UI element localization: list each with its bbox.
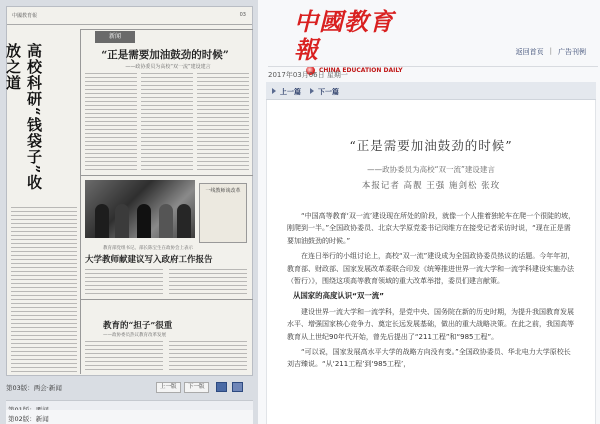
nav-separator: | [549, 47, 552, 55]
article-body [287, 210, 577, 374]
text-column [141, 73, 193, 173]
article-toolbar [266, 82, 596, 100]
text-column [85, 341, 163, 373]
brand-title: 中國教育報 [294, 7, 394, 64]
paper-headline-main[interactable]: “正是需要加油鼓劲的时候” [101, 49, 229, 61]
next-page-button[interactable]: 下一版 [184, 382, 209, 393]
paper-vertical-headline[interactable]: 高校科研“钱袋子”收放之道 [4, 43, 43, 191]
date-bar [268, 66, 598, 80]
row-divider [81, 175, 253, 176]
column-divider [80, 29, 81, 374]
arrow-right-icon [272, 88, 276, 94]
newspaper-page-image[interactable] [6, 6, 253, 376]
article-paragraph: 在连日举行的小组讨论上，高校“双一流”建设成为全国政协委员热议的话题。今年年初，教育部、财政部、国家发展改革委联合印发《统筹推进世界一流大学和一流学科建设实施办法（暂行）》，围绕这项高等教育领域的重大改革举措，委员们建言献策。 [287, 252, 575, 286]
headline-2-kicker: 教育部党组书记、部长陈宝生在政协会上表示 [103, 246, 193, 251]
arrow-right-icon [310, 88, 314, 94]
prev-article-link[interactable]: 上一篇 [280, 88, 301, 96]
article-content [266, 100, 596, 424]
text-column [197, 73, 249, 173]
home-link[interactable]: 返回首页 [515, 48, 544, 56]
paper-headline-2[interactable]: 大学教师献建议写入政府工作报告 [85, 255, 213, 265]
text-column [169, 269, 247, 297]
section-tag: 新闻 [95, 31, 135, 43]
text-column [169, 341, 247, 373]
zoom-icon[interactable] [232, 382, 243, 392]
masthead-left: 中國教育報 [12, 13, 38, 19]
text-column [11, 207, 77, 372]
masthead-right: 03 [239, 12, 246, 18]
prev-page-button[interactable]: 上一版 [156, 382, 181, 393]
article-byline: 本报记者 高靓 王强 施剑松 张玫 [361, 181, 501, 191]
headline-3-sub: ——政协委员热议教育改革发展 [103, 333, 166, 338]
article-subtitle: ——政协委员为高校“双一流”建设建言 [367, 165, 495, 174]
article-title: “正是需要加油鼓劲的时候” [349, 138, 513, 153]
pdf-icon[interactable] [216, 382, 227, 392]
page-navigation [6, 380, 253, 394]
article-panel [258, 0, 600, 424]
page-list-item[interactable] [6, 410, 253, 424]
article-paragraph: 建设世界一流大学和一流学科，是党中央、国务院在新的历史时期，为提升我国教育发展水平、增强国家核心竞争力、奠定长远发展基础，做出的重大战略决策。在此之前，我国高等教育从上世纪90年代开始，曾先后提出了“211工程”和“985工程”。 [287, 307, 574, 341]
sidebar-box [199, 183, 247, 243]
row-divider [81, 299, 253, 300]
section-heading: 从国家的高度认识“双一流” [293, 291, 385, 301]
issue-date: 2017年03月06日 星期一 [268, 71, 348, 79]
article-paragraph: “中国高等教育‘双一流’建设现在所处的阶段，就像一个人推着独轮车在爬一个很陡的坡，刚爬到一半。”全国政协委员、北京大学原党委书记闵维方在接受记者采访时说，“现在正是需要加油鼓劲的时候。” [287, 212, 576, 245]
newspaper-panel [0, 0, 258, 424]
paper-subhead: ——政协委员为高校“双一流”建设建言 [125, 64, 211, 70]
row-divider [81, 29, 253, 30]
paper-headline-3[interactable]: 教育的“担子”很重 [103, 321, 173, 331]
top-nav [516, 47, 586, 57]
text-column [85, 269, 163, 297]
page-list-label: 第02版：新闻 [8, 415, 49, 423]
text-column [85, 73, 137, 173]
next-article-link[interactable]: 下一篇 [318, 88, 339, 96]
brand-logo[interactable] [294, 7, 404, 74]
newspaper-masthead [7, 7, 252, 25]
article-paragraph: “可以说，国家发展高水平大学的战略方向没有变。”全国政协委员、华北电力大学原校长刘吉臻说。“从‘211工程’到‘985工程’， [287, 348, 571, 369]
brand-subtitle: CHINA EDUCATION DAILY [319, 67, 403, 74]
sidebox-title: 一线教师谈改革 [205, 188, 241, 194]
ad-rates-link[interactable]: 广告刊例 [558, 48, 586, 56]
news-photo [85, 180, 195, 238]
current-page-label: 第03版：两会·新闻 [6, 384, 62, 392]
